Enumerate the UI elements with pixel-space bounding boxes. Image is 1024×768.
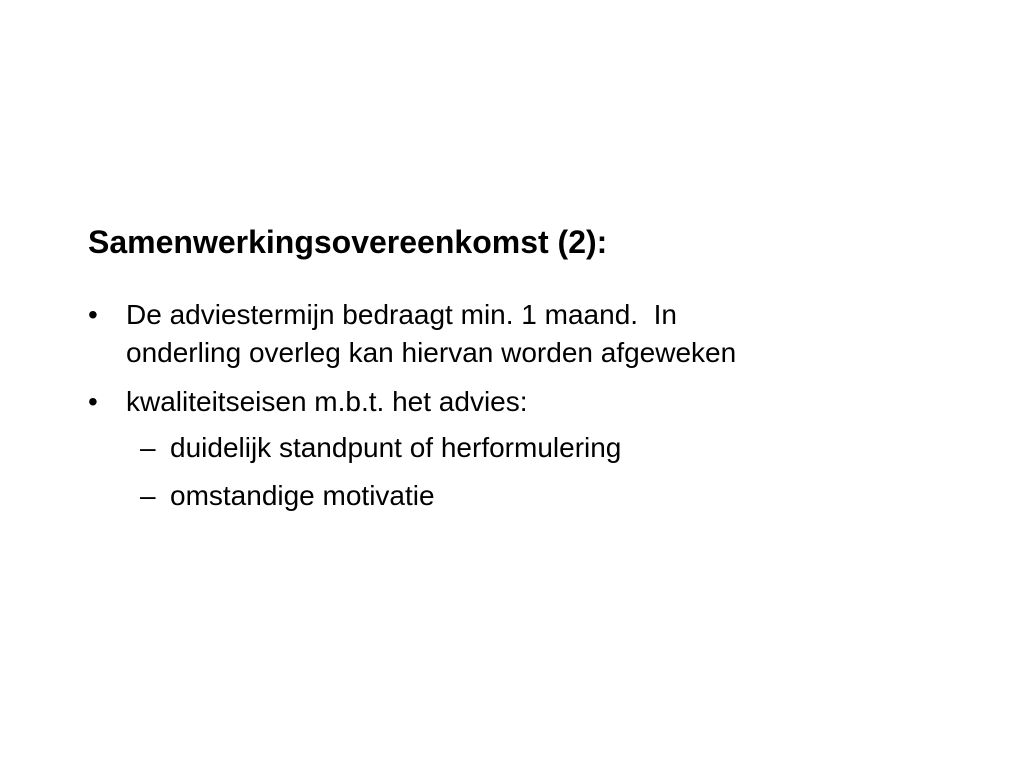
bullet-marker: • <box>88 299 98 330</box>
sub-item-motivation <box>126 477 928 515</box>
sub-list <box>126 429 928 515</box>
bullet-item-advice-term <box>88 296 928 372</box>
bullet-text-line-2: onderling overleg kan hiervan worden afgeweken <box>126 337 737 368</box>
bullet-text: kwaliteitseisen m.b.t. het advies: <box>126 386 528 417</box>
sub-item-text: omstandige motivatie <box>170 480 435 511</box>
sub-marker: – <box>140 480 156 511</box>
sub-item-clear-position <box>126 429 928 467</box>
sub-marker: – <box>140 432 156 463</box>
slide-title: Samenwerkingsovereenkomst (2): <box>88 224 608 260</box>
bullet-marker: • <box>88 386 98 417</box>
bullet-item-quality-requirements <box>88 383 928 515</box>
bullet-list <box>88 296 928 515</box>
slide-content <box>88 296 928 526</box>
sub-item-text: duidelijk standpunt of herformulering <box>170 432 622 463</box>
bullet-text-line-1: De adviestermijn bedraagt min. 1 maand. In <box>126 299 677 330</box>
